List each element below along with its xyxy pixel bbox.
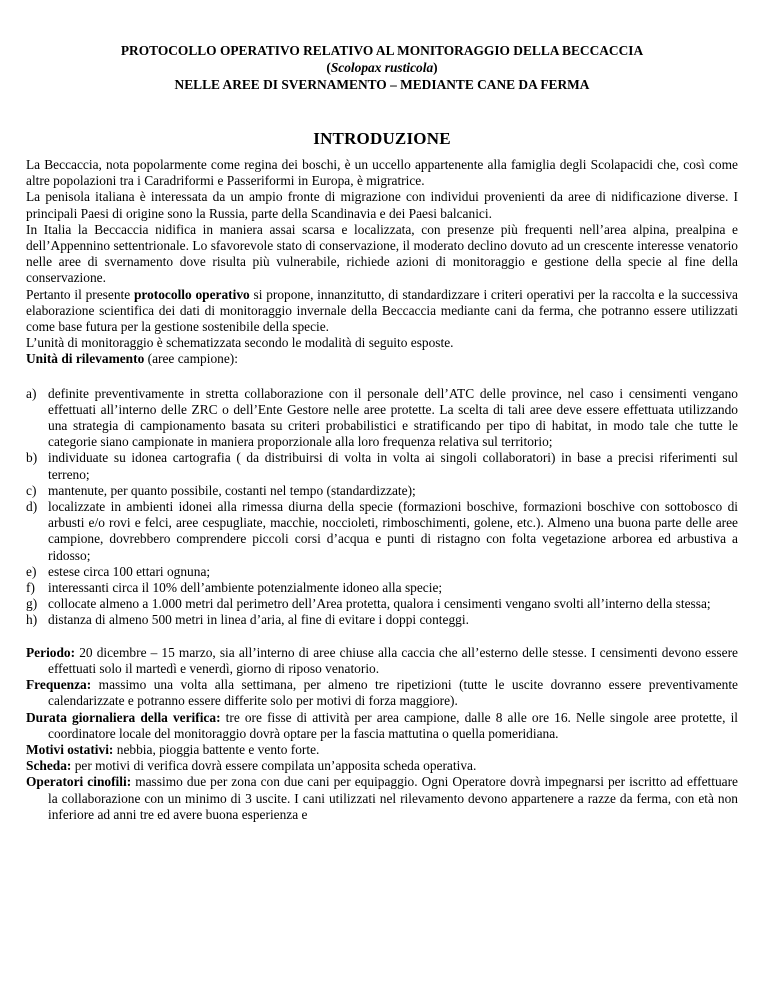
list-marker: g) [26,596,38,612]
section-spacer [26,629,738,645]
section-durata [26,710,738,742]
species-name: Scolopax rusticola [330,60,434,75]
paragraph-5: L’unità di monitoraggio è schematizzata secondo le modalità di seguito esposte. [26,335,454,351]
list-item-text: interessanti circa il 10% dell’ambiente potenzialmente idoneo alla specie; [48,580,443,596]
section-text: tre ore fisse di attività per area campione, dalle 8 alle ore 16. Nelle singole aree protette, il coordinatore locale del monitoraggio dovrà optare per la fascia mattutina o quella pomeridiana. [48,709,739,741]
paragraph-6-bold: Unità di rilevamento [26,351,145,367]
species-open-paren: ( [326,60,331,75]
paragraph-4-end: si propone, innanzitutto, di standardizzare i criteri operativi per la raccolta e la successiva elaborazione scientifica dei dati di monitoraggio invernale della Beccaccia mediante cani da ferma, che potranno essere utilizzati come base futura per la gestione sostenibile della specie. [26,286,738,335]
list-item [26,580,738,596]
section-label: Operatori cinofili: [26,774,132,790]
paragraph-4-bold: protocollo operativo [133,286,250,302]
species-close-paren: ) [433,60,438,75]
paragraph-3: In Italia la Beccaccia nidifica in maniera assai scarsa e localizzata, con presenze più frequenti nell’area alpina, prealpina e dell’Appennino settentrionale. Lo sfavorevole stato di conservazione, il moderato declino dovuto ad un crescente interesse venatorio nelle aree di svernamento dove risulta più vulnerabile, richiede azioni di monitoraggio e gestione della specie al fine della conservazione. [26,221,738,286]
list-item-text: distanza di almeno 500 metri in linea d’aria, al fine di evitare i doppi conteggi. [48,612,469,628]
list-item [26,564,738,580]
document-header [26,0,738,93]
section-label: Motivi ostativi: [26,741,114,757]
section-label: Frequenza: [26,677,92,693]
list-marker: d) [26,499,38,515]
list-item [26,483,738,499]
list-marker: b) [26,450,38,466]
paragraph-4-start: Pertanto il presente [26,286,134,302]
paragraph-1: La Beccaccia, nota popolarmente come regina dei boschi, è un uccello appartenente alla famiglia degli Scolapacidi che, così come altre popolazioni tra i Caradriformi e Passeriformi in Europa, è migratrice. [26,157,738,189]
list-item-text: mantenute, per quanto possibile, costanti nel tempo (standardizzate); [48,482,416,498]
list-item [26,386,738,451]
section-label: Scheda: [26,758,72,774]
list-marker: h) [26,612,38,628]
list-marker: a) [26,385,37,401]
list-item [26,596,738,612]
list-marker: f) [26,580,35,596]
section-label: Durata giornaliera della verifica: [26,709,221,725]
header-title-line-3: NELLE AREE DI SVERNAMENTO – MEDIANTE CANE DA FERMA [174,77,590,92]
header-title-line-1: PROTOCOLLO OPERATIVO RELATIVO AL MONITORAGGIO DELLA BECCACCIA [120,43,644,58]
section-motivi-ostativi [26,742,738,758]
paragraph-6-rest: (aree campione): [144,351,238,367]
paragraph-2: La penisola italiana è interessata da un ampio fronte di migrazione con individui provenienti da aree di nidificazione diverse. I principali Paesi di origine sono la Russia, parte della Scandinavia e dei Paesi balcanici. [26,189,738,221]
section-periodo [26,645,738,677]
section-operatori-cinofili [26,774,738,823]
list-item-text: localizzate in ambienti idonei alla rimessa diurna della specie (formazioni boschive, formazioni boschive con sottobosco di arbusti e/o rovi e felci, aree cespugliate, macchie, noccioleti, rimboschimenti, golene, etc.). Almeno una buona parte delle aree campione, dovrebbero comprendere piccoli corsi d’acqua e punti di ristagno con folta vegetazione arborea ed arbustiva a ridosso; [48,499,738,563]
list-item-text: collocate almeno a 1.000 metri dal perimetro dell’Area protetta, qualora i censimenti vengano svolti all’interno della stessa; [48,596,711,612]
paragraph-4 [26,287,738,336]
header-species-line [26,59,738,76]
section-frequenza [26,677,738,709]
section-text: massimo una volta alla settimana, per almeno tre ripetizioni (tutte le uscite dovranno essere preventivamente calendarizzate e potranno essere differite solo per motivi di forza maggiore). [48,677,738,709]
section-text: nebbia, pioggia battente e vento forte. [113,741,320,757]
list-item [26,612,738,628]
section-text: 20 dicembre – 15 marzo, sia all’interno di aree chiuse alla caccia che all’esterno delle stesse. I censimenti devono essere effettuati solo il martedì e venerdì, giorno di riposo venatorio. [48,644,738,676]
list-item-text: estese circa 100 ettari ognuna; [48,563,211,579]
section-scheda [26,758,738,774]
list-item [26,499,738,564]
section-text: massimo due per zona con due cani per equipaggio. Ogni Operatore dovrà impegnarsi per iscritto ad effettuare la collaborazione con un minimo di 3 uscite. I cani utilizzati nel rilevamento devono appartenere a razze da ferma, con età non inferiore ad anni tre ed avere buona esperienza e [48,774,738,822]
list-item [26,450,738,482]
sampling-criteria-list [26,386,738,629]
section-text: per motivi di verifica dovrà essere compilata un’apposita scheda operativa. [71,758,477,774]
paragraph-6 [26,351,738,367]
section-label: Periodo: [26,644,76,660]
list-marker: c) [26,482,37,498]
section-title-introduzione: INTRODUZIONE [313,129,451,148]
list-item-text: definite preventivamente in stretta collaborazione con il personale dell’ATC delle province, nel caso i censimenti vengano effettuati all’interno delle ZRC o dell’Ente Gestore nelle aree protette. La scelta di tali aree deve essere effettuata utilizzando una strategia di campionamento basata su criteri probabilistici e stratificando per tipo di habitat, in modo tale che tutte le categorie siano campionate in maniera proporzionale alla loro frequenza relativa sul territorio; [48,385,738,450]
list-item-text: individuate su idonea cartografia ( da distribuirsi di volta in volta ai singoli collaboratori) in base a precisi riferimenti sul terreno; [48,450,738,482]
list-marker: e) [26,563,37,579]
